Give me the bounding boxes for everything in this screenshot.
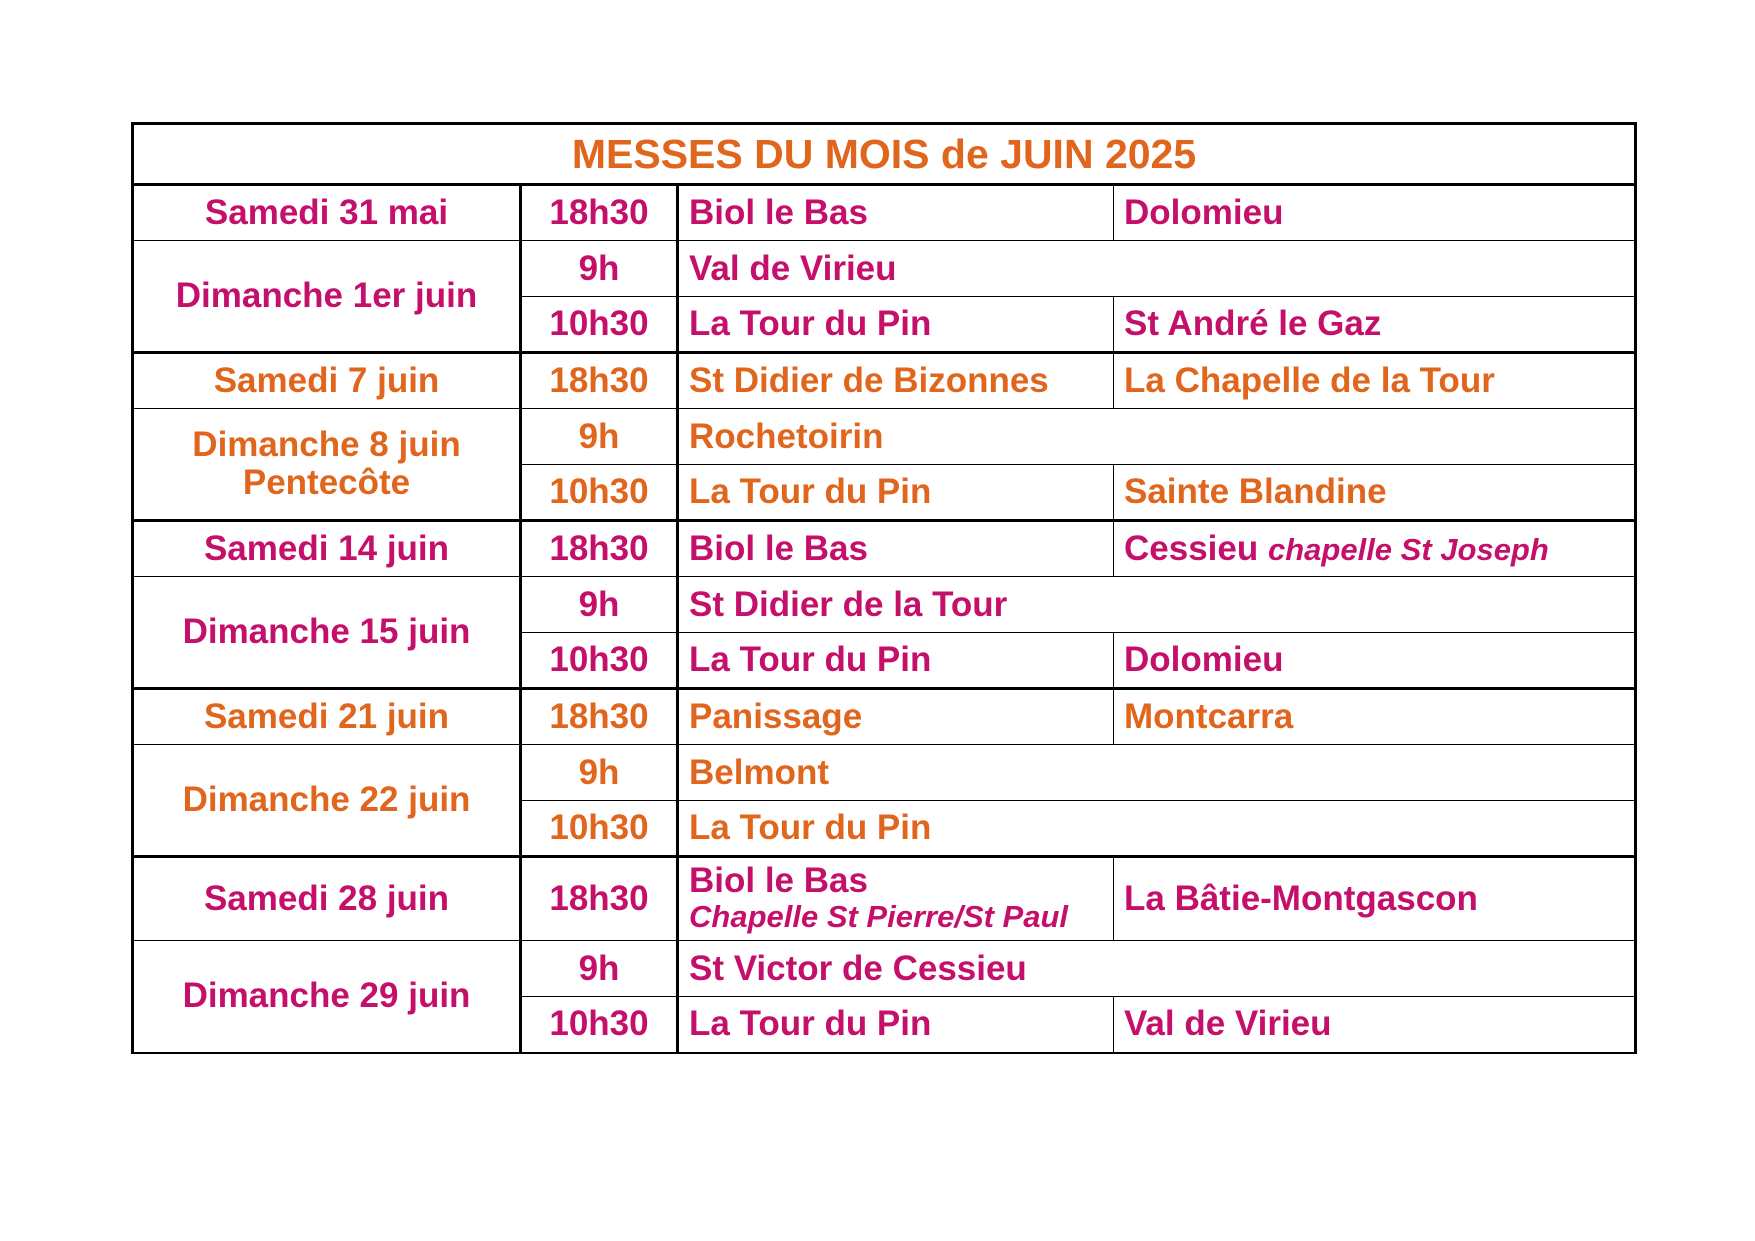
place-cell: Sainte Blandine [1114,465,1636,521]
mass-schedule-table [131,122,1637,1054]
place-cell [678,857,1114,941]
place-cell: Rochetoirin [678,409,1636,465]
sunday-row [133,409,1636,465]
time-cell: 18h30 [521,353,678,409]
time-cell: 18h30 [521,521,678,577]
place-cell: St Victor de Cessieu [678,941,1636,997]
place-cell: St Didier de la Tour [678,577,1636,633]
time-cell: 9h [521,745,678,801]
sunday-row [133,241,1636,297]
sunday-row [133,745,1636,801]
place-cell: La Tour du Pin [678,633,1114,689]
place-note: Chapelle St Pierre/St Paul [689,899,1069,934]
time-cell: 9h [521,941,678,997]
time-cell: 9h [521,409,678,465]
place-cell: St Didier de Bizonnes [678,353,1114,409]
place-cell: Biol le Bas [678,185,1114,241]
time-cell: 10h30 [521,801,678,857]
time-cell: 18h30 [521,689,678,745]
schedule-title: MESSES DU MOIS de JUIN 2025 [133,124,1636,185]
day-cell: Samedi 28 juin [133,857,521,941]
saturday-row [133,521,1636,577]
day-cell: Dimanche 15 juin [133,577,521,689]
title-row [133,124,1636,185]
day-cell: Samedi 31 mai [133,185,521,241]
place-cell: Biol le Bas [678,521,1114,577]
time-cell: 9h [521,241,678,297]
place-cell: Val de Virieu [1114,997,1636,1053]
day-note: Pentecôte [242,463,411,502]
time-cell: 18h30 [521,185,678,241]
place-cell: St André le Gaz [1114,297,1636,353]
time-cell: 10h30 [521,297,678,353]
day-cell: Samedi 7 juin [133,353,521,409]
place-cell: Panissage [678,689,1114,745]
time-cell: 10h30 [521,465,678,521]
day-cell: Dimanche 29 juin [133,941,521,1053]
time-cell: 10h30 [521,633,678,689]
time-cell: 9h [521,577,678,633]
place-cell [1114,521,1636,577]
saturday-row [133,857,1636,941]
day-cell: Dimanche 1er juin [133,241,521,353]
day-cell: Dimanche 22 juin [133,745,521,857]
place-cell: La Tour du Pin [678,465,1114,521]
time-cell: 10h30 [521,997,678,1053]
day-cell: Samedi 21 juin [133,689,521,745]
place-cell: La Tour du Pin [678,297,1114,353]
saturday-row [133,353,1636,409]
place-cell: La Tour du Pin [678,997,1114,1053]
place-cell: Val de Virieu [678,241,1636,297]
place-cell: Dolomieu [1114,185,1636,241]
place-label: Cessieu [1124,528,1259,568]
place-cell: Dolomieu [1114,633,1636,689]
sunday-row [133,577,1636,633]
place-label: Biol le Bas [689,861,868,900]
saturday-row [133,689,1636,745]
day-cell: Samedi 14 juin [133,521,521,577]
place-cell: La Tour du Pin [678,801,1636,857]
place-cell: Belmont [678,745,1636,801]
sunday-row [133,941,1636,997]
saturday-row [133,185,1636,241]
day-cell [133,409,521,521]
place-cell: Montcarra [1114,689,1636,745]
time-cell: 18h30 [521,857,678,941]
place-note: chapelle St Joseph [1267,531,1549,567]
day-label: Dimanche 8 juin [192,425,461,464]
place-cell: La Bâtie-Montgascon [1114,857,1636,941]
place-cell: La Chapelle de la Tour [1114,353,1636,409]
